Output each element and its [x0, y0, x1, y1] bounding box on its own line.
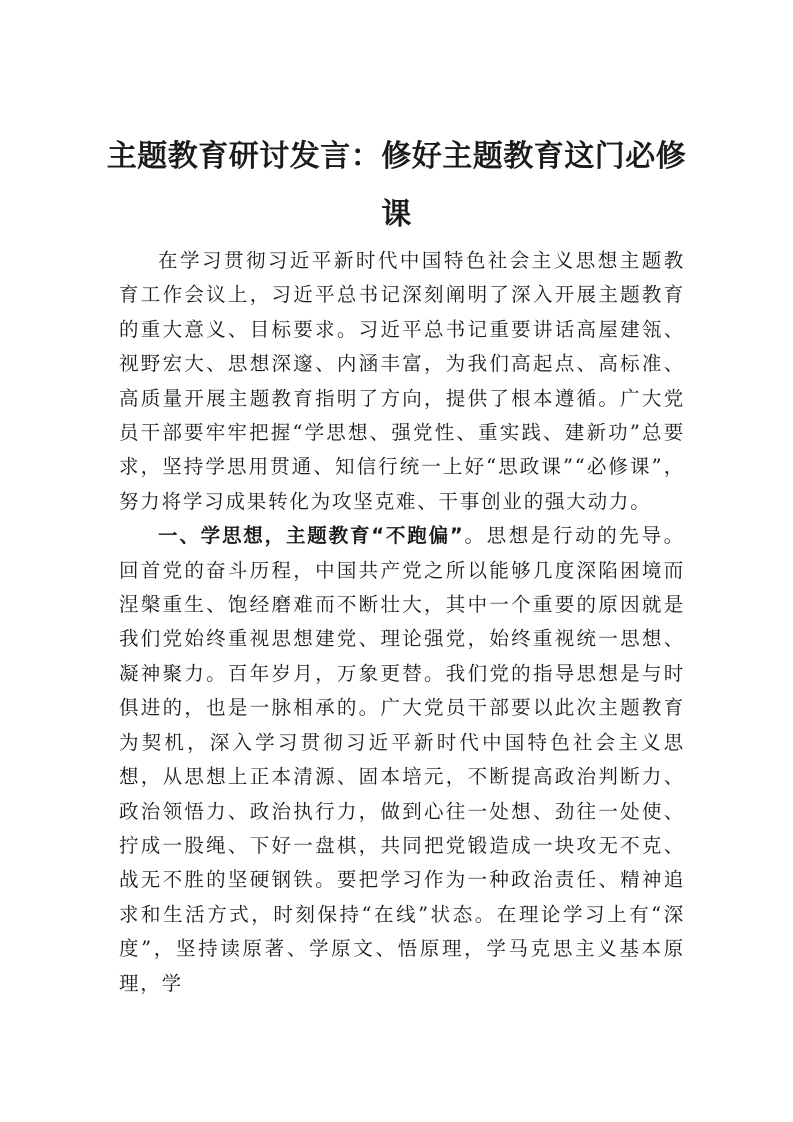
intro-paragraph [119, 244, 685, 519]
section-one-text: 。思想是行动的先导。回首党的奋斗历程，中国共产党之所以能够几度深陷困境而涅槃重生、饱经磨难而不断壮大，其中一个重要的原因就是我们党始终重视思想建党、理论强党，始终重视统一思想、凝神聚力。百年岁月，万象更替。我们党的指导思想是与时俱进的，也是一脉相承的。广大党员干部要以此次主题教育为契机，深入学习贯彻习近平新时代中国特色社会主义思想，从思想上正本清源、固本培元，不断提高政治判断力、政治领悟力、政治执行力，做到心往一处想、劲往一处使、拧成一股绳、下好一盘棋，共同把党锻造成一块攻无不克、战无不胜的坚硬钢铁。要把学习作为一种政治责任、精神追求和生活方式，时刻保持“在线”状态。在理论学习上有“深度”，坚持读原著、学原文、悟原理，学马克思主义基本原理，学 [119, 524, 685, 995]
section-one-heading: 一、学思想，主题教育“不跑偏” [158, 524, 464, 548]
document-body [119, 244, 685, 1001]
document-title: 主题教育研讨发言：修好主题教育这门必修课 [106, 139, 687, 232]
intro-paragraph-text: 在学习贯彻习近平新时代中国特色社会主义思想主题教育工作会议上，习近平总书记深刻阐明了深入开展主题教育的重大意义、目标要求。习近平总书记重要讲话高屋建瓴、视野宏大、思想深邃、内涵丰富，为我们高起点、高标准、高质量开展主题教育指明了方向，提供了根本遵循。广大党员干部要牢牢把握“学思想、强党性、重实践、建新功”总要求，坚持学思用贯通、知信行统一上好“思政课”“必修课”，努力将学习成果转化为攻坚克难、干事创业的强大动力。 [119, 249, 685, 513]
section-one-paragraph [119, 519, 685, 1001]
